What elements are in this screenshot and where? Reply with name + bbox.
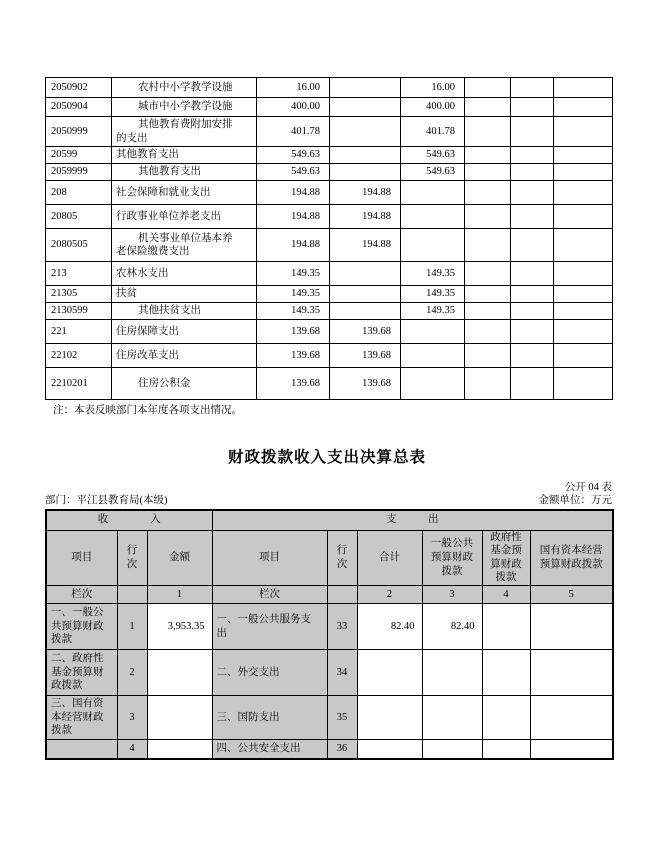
income-item-cell: 三、国有资本经营财政拨款	[46, 696, 117, 740]
empty-cell	[554, 286, 613, 303]
empty-cell	[465, 344, 511, 368]
income-amount-cell	[147, 696, 212, 740]
basic-expense-cell	[330, 262, 401, 286]
state-capital-header	[530, 530, 613, 586]
income-rownum-cell: 1	[117, 604, 147, 650]
expense-rownum-cell: 33	[327, 604, 357, 650]
total-amount-cell: 194.88	[257, 205, 330, 229]
subject-code-cell: 2059999	[46, 164, 112, 181]
income-amount-header: 金额	[147, 530, 212, 586]
project-expense-cell	[401, 344, 465, 368]
total-amount-cell: 194.88	[257, 229, 330, 262]
income-amount-cell	[147, 739, 212, 759]
subject-name-cell: 其他教育支出	[112, 164, 257, 181]
unit-label: 金额单位：万元	[538, 495, 612, 506]
expense-general-budget-cell: 82.40	[422, 604, 482, 650]
table-row	[46, 229, 613, 262]
empty-cell	[511, 229, 554, 262]
table-row	[46, 696, 613, 740]
income-section-header: 收 入	[46, 510, 212, 530]
basic-expense-cell	[330, 303, 401, 320]
subject-code-cell: 2080505	[46, 229, 112, 262]
project-expense-cell: 16.00	[401, 78, 465, 98]
empty-cell	[554, 78, 613, 98]
total-amount-cell: 149.35	[257, 286, 330, 303]
empty-cell	[465, 181, 511, 205]
table-row	[46, 147, 613, 164]
subject-name-cell: 农林水支出	[112, 262, 257, 286]
empty-cell	[511, 320, 554, 344]
project-expense-cell: 549.63	[401, 164, 465, 181]
basic-expense-cell	[330, 164, 401, 181]
empty-cell	[554, 147, 613, 164]
subject-name-cell: 其他教育费附加安排的支出	[112, 117, 257, 147]
income-amount-cell: 3,953.35	[147, 604, 212, 650]
subject-code-cell: 22102	[46, 344, 112, 368]
subject-name-cell: 住房改革支出	[112, 344, 257, 368]
expense-item-cell: 四、公共安全支出	[212, 739, 327, 759]
table-row	[46, 344, 613, 368]
empty-cell	[554, 164, 613, 181]
subject-name-cell: 住房保障支出	[112, 320, 257, 344]
total-amount-cell: 149.35	[257, 262, 330, 286]
general-budget-header-text: 一般公共预算财政拨款	[431, 538, 473, 577]
subject-name-cell: 扶贫	[112, 286, 257, 303]
income-lanci-cell: 栏次	[46, 586, 117, 604]
general-budget-header	[422, 530, 482, 586]
fiscal-summary-body	[46, 604, 613, 760]
empty-cell	[554, 98, 613, 117]
project-expense-cell	[401, 205, 465, 229]
empty-cell	[511, 303, 554, 320]
income-item-cell: 二、政府性基金预算财政拨款	[46, 650, 117, 696]
expense-rownum-cell: 36	[327, 739, 357, 759]
column-header-row	[46, 530, 613, 586]
subject-code-cell: 2130599	[46, 303, 112, 320]
total-amount-cell: 549.63	[257, 147, 330, 164]
empty-cell	[511, 368, 554, 400]
table-row	[46, 117, 613, 147]
table-row	[46, 78, 613, 98]
column-index-row	[46, 586, 613, 604]
table-row	[46, 98, 613, 117]
income-item-cell	[46, 739, 117, 759]
empty-cell	[554, 205, 613, 229]
subject-name-cell: 城市中小学教学设施	[112, 98, 257, 117]
subject-name-cell: 社会保障和就业支出	[112, 181, 257, 205]
basic-expense-cell: 139.68	[330, 344, 401, 368]
table-row	[46, 604, 613, 650]
subject-code-cell: 20599	[46, 147, 112, 164]
empty-cell	[465, 303, 511, 320]
expense-state-capital-cell	[530, 696, 613, 740]
project-expense-cell	[401, 229, 465, 262]
project-expense-cell: 149.35	[401, 286, 465, 303]
subject-code-cell: 208	[46, 181, 112, 205]
expense-rownum-header-text: 行次	[336, 544, 348, 570]
basic-expense-cell: 194.88	[330, 181, 401, 205]
income-rownum-cell: 2	[117, 650, 147, 696]
expense-general-budget-cell	[422, 696, 482, 740]
empty-cell	[511, 205, 554, 229]
empty-cell	[465, 262, 511, 286]
expense-section-header: 支 出	[212, 510, 613, 530]
expense-state-capital-cell	[530, 650, 613, 696]
subject-code-cell: 21305	[46, 286, 112, 303]
basic-expense-cell	[330, 78, 401, 98]
expense-general-budget-cell	[422, 739, 482, 759]
subject-code-cell: 2050904	[46, 98, 112, 117]
empty-cell	[465, 368, 511, 400]
department-label: 部门：平江县教育局(本级)	[45, 495, 168, 506]
table-number-label: 公开 04 表	[564, 482, 612, 493]
expense-rownum-cell: 35	[327, 696, 357, 740]
table-row	[46, 320, 613, 344]
subject-code-cell: 2050902	[46, 78, 112, 98]
basic-expense-cell	[330, 98, 401, 117]
empty-cell	[511, 147, 554, 164]
project-expense-cell: 401.78	[401, 117, 465, 147]
total-amount-cell: 139.68	[257, 344, 330, 368]
empty-cell	[465, 286, 511, 303]
income-rownum-cell: 3	[117, 696, 147, 740]
empty-cell	[554, 117, 613, 147]
empty-cell	[465, 78, 511, 98]
expense-item-cell: 三、国防支出	[212, 696, 327, 740]
expense-total-cell	[357, 696, 422, 740]
expense-total-cell: 82.40	[357, 604, 422, 650]
total-amount-cell: 400.00	[257, 98, 330, 117]
empty-cell	[327, 586, 357, 604]
state-capital-header-text: 国有资本经营预算财政拨款	[539, 545, 603, 570]
total-amount-cell: 549.63	[257, 164, 330, 181]
total-amount-cell: 16.00	[257, 78, 330, 98]
empty-cell	[511, 262, 554, 286]
project-expense-cell: 149.35	[401, 262, 465, 286]
subject-code-cell: 2050999	[46, 117, 112, 147]
empty-cell	[465, 147, 511, 164]
empty-cell	[465, 117, 511, 147]
total-amount-cell: 401.78	[257, 117, 330, 147]
expense-gov-fund-cell	[482, 696, 530, 740]
subject-code-cell: 221	[46, 320, 112, 344]
total-amount-cell: 139.68	[257, 320, 330, 344]
table-row	[46, 262, 613, 286]
empty-cell	[117, 586, 147, 604]
empty-cell	[511, 117, 554, 147]
income-item-header: 项目	[46, 530, 117, 586]
table-row	[46, 368, 613, 400]
expense-gov-fund-cell	[482, 739, 530, 759]
expenditure-detail-body	[46, 78, 613, 400]
expense-item-header: 项目	[212, 530, 327, 586]
empty-cell	[554, 303, 613, 320]
basic-expense-cell	[330, 286, 401, 303]
expenditure-detail-table	[45, 77, 613, 400]
table-row	[46, 286, 613, 303]
empty-cell	[554, 344, 613, 368]
subject-code-cell: 2210201	[46, 368, 112, 400]
fiscal-summary-table	[45, 509, 614, 760]
expense-total-cell	[357, 739, 422, 759]
column-index-5: 5	[530, 586, 613, 604]
empty-cell	[554, 229, 613, 262]
subject-name-cell: 机关事业单位基本养老保险缴费支出	[112, 229, 257, 262]
project-expense-cell: 400.00	[401, 98, 465, 117]
expense-lanci-cell: 栏次	[212, 586, 327, 604]
gov-fund-header-text: 政府性基金预算财政拨款	[490, 531, 522, 584]
income-rownum-header	[117, 530, 147, 586]
expense-rownum-cell: 34	[327, 650, 357, 696]
basic-expense-cell: 139.68	[330, 320, 401, 344]
table-row	[46, 303, 613, 320]
empty-cell	[465, 98, 511, 117]
column-index-3: 3	[422, 586, 482, 604]
expense-state-capital-cell	[530, 739, 613, 759]
empty-cell	[554, 368, 613, 400]
expense-state-capital-cell	[530, 604, 613, 650]
project-expense-cell	[401, 368, 465, 400]
income-rownum-header-text: 行次	[126, 544, 138, 570]
expense-total-cell	[357, 650, 422, 696]
subject-name-cell: 行政事业单位养老支出	[112, 205, 257, 229]
expense-rownum-header	[327, 530, 357, 586]
project-expense-cell: 549.63	[401, 147, 465, 164]
empty-cell	[465, 164, 511, 181]
project-expense-cell	[401, 181, 465, 205]
subject-code-cell: 20805	[46, 205, 112, 229]
basic-expense-cell: 194.88	[330, 229, 401, 262]
table-row	[46, 164, 613, 181]
table-row	[46, 739, 613, 759]
empty-cell	[465, 205, 511, 229]
empty-cell	[511, 78, 554, 98]
expense-item-cell: 一、一般公共服务支出	[212, 604, 327, 650]
column-index-1: 1	[147, 586, 212, 604]
table-row	[46, 181, 613, 205]
section-header-row	[46, 510, 613, 530]
page-title: 财政拨款收入支出决算总表	[227, 449, 426, 466]
income-amount-cell	[147, 650, 212, 696]
gov-fund-header	[482, 530, 530, 586]
basic-expense-cell: 194.88	[330, 205, 401, 229]
empty-cell	[511, 98, 554, 117]
expense-gov-fund-cell	[482, 604, 530, 650]
subject-name-cell: 住房公积金	[112, 368, 257, 400]
total-amount-cell: 149.35	[257, 303, 330, 320]
project-expense-cell	[401, 320, 465, 344]
empty-cell	[511, 164, 554, 181]
expense-general-budget-cell	[422, 650, 482, 696]
column-index-4: 4	[482, 586, 530, 604]
subject-name-cell: 其他扶贫支出	[112, 303, 257, 320]
basic-expense-cell	[330, 147, 401, 164]
total-amount-cell: 139.68	[257, 368, 330, 400]
subject-name-cell: 其他教育支出	[112, 147, 257, 164]
income-item-cell: 一、一般公共预算财政拨款	[46, 604, 117, 650]
basic-expense-cell	[330, 117, 401, 147]
expense-item-cell: 二、外交支出	[212, 650, 327, 696]
empty-cell	[465, 229, 511, 262]
empty-cell	[511, 181, 554, 205]
table-row	[46, 650, 613, 696]
empty-cell	[511, 286, 554, 303]
subject-name-cell: 农村中小学教学设施	[112, 78, 257, 98]
total-amount-cell: 194.88	[257, 181, 330, 205]
project-expense-cell: 149.35	[401, 303, 465, 320]
expense-total-header: 合计	[357, 530, 422, 586]
column-index-2: 2	[357, 586, 422, 604]
basic-expense-cell: 139.68	[330, 368, 401, 400]
subject-code-cell: 213	[46, 262, 112, 286]
income-rownum-cell: 4	[117, 739, 147, 759]
meta-row	[45, 492, 612, 507]
empty-cell	[554, 320, 613, 344]
empty-cell	[465, 320, 511, 344]
table-note: 注：本表反映部门本年度各项支出情况。	[53, 405, 242, 416]
expense-gov-fund-cell	[482, 650, 530, 696]
table-row	[46, 205, 613, 229]
empty-cell	[511, 344, 554, 368]
empty-cell	[554, 262, 613, 286]
empty-cell	[554, 181, 613, 205]
